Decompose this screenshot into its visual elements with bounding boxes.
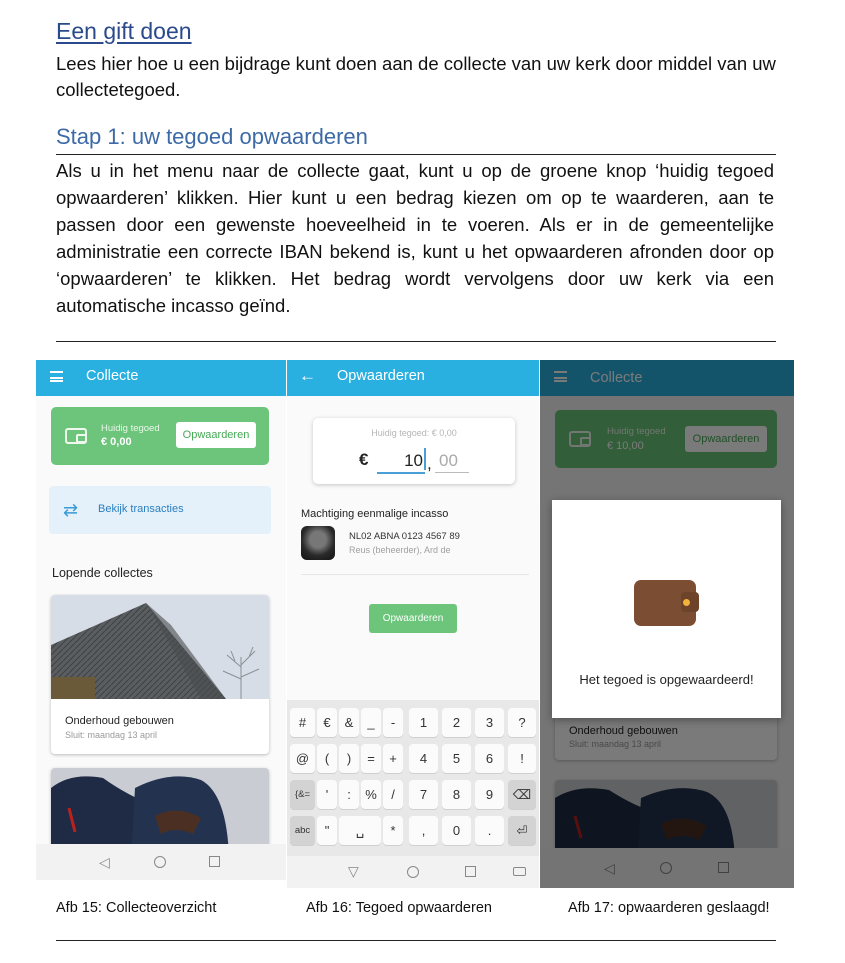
key[interactable]: ! [508, 744, 536, 773]
key[interactable]: @ [290, 744, 315, 773]
transactions-label: Bekijk transacties [98, 503, 184, 515]
key[interactable]: € [317, 708, 337, 737]
key[interactable]: 7 [409, 780, 438, 809]
wallet-icon [634, 580, 696, 626]
key[interactable]: _ [361, 708, 381, 737]
caption-fig17: Afb 17: opwaarderen geslaagd! [568, 900, 770, 916]
key[interactable]: 3 [475, 708, 504, 737]
screenshot-topup [287, 360, 539, 888]
section-rule-top [56, 341, 776, 342]
menu-icon[interactable] [50, 371, 63, 382]
back-triangle-icon[interactable]: ◁ [99, 854, 110, 870]
key[interactable]: 6 [475, 744, 504, 773]
key[interactable]: 1 [409, 708, 438, 737]
key[interactable]: : [339, 780, 359, 809]
section-title: Lopende collectes [52, 566, 153, 580]
heading-rule [56, 154, 776, 155]
success-message: Het tegoed is opgewaardeerd! [579, 672, 754, 687]
key[interactable]: 9 [475, 780, 504, 809]
key[interactable]: = [361, 744, 381, 773]
key[interactable]: % [361, 780, 381, 809]
key[interactable]: # [290, 708, 315, 737]
hide-keyboard-icon[interactable]: ◁ [343, 867, 360, 878]
key[interactable]: ' [317, 780, 337, 809]
abc-key[interactable]: abc [290, 816, 315, 845]
step-heading: Stap 1: uw tegoed opwaarderen [56, 124, 368, 149]
app-bar [287, 360, 539, 396]
space-key-icon[interactable]: ␣ [339, 816, 381, 845]
home-circle-icon[interactable] [407, 866, 419, 878]
decimal-separator: , [427, 454, 432, 473]
mandate-title: Machtiging eenmalige incasso [301, 508, 449, 520]
church-roof-image [51, 595, 269, 699]
section-rule-bottom [56, 940, 776, 941]
key[interactable]: ) [339, 744, 359, 773]
app-title: Opwaarderen [337, 368, 425, 384]
recents-square-icon[interactable] [209, 856, 220, 867]
submit-topup-button[interactable]: Opwaarderen [369, 604, 457, 633]
step-body-paragraph: Als u in het menu naar de collecte gaat, kunt u op de groene knop ‘huidig tegoed opwaarderen’ klikken. Hier kunt u een bedrag kiezen om op te waarderen, aan te passen door een gewenste hoeveelheid in te voeren. Als er in de gemeentelijke administratie een correcte IBAN bekend is, kunt u het opwaarderen afronden door op ‘opwaarderen’ te klikken. Het bedrag wordt vervolgens door uw kerk via een automatische incasso geïnd. [56, 160, 774, 316]
avatar [301, 526, 335, 560]
divider [301, 574, 529, 575]
key[interactable]: + [383, 744, 403, 773]
android-nav-bar [36, 844, 286, 880]
swap-arrows-icon: ⇄ [63, 500, 79, 520]
key[interactable]: ? [508, 708, 536, 737]
iban-value: NL02 ABNA 0123 4567 89 [349, 531, 460, 542]
key[interactable]: 8 [442, 780, 471, 809]
balance-value: € 0,00 [101, 436, 132, 448]
android-nav-bar [287, 856, 539, 888]
key[interactable]: , [409, 816, 438, 845]
intro-paragraph: Lees hier hoe u een bijdrage kunt doen aan de collecte van uw kerk door middel van uw collectetegoed. [56, 53, 776, 100]
caption-fig15: Afb 15: Collecteoverzicht [56, 900, 217, 916]
key[interactable]: ( [317, 744, 337, 773]
balance-label: Huidig tegoed [101, 423, 160, 434]
balance-label: Huidig tegoed: € 0,00 [371, 428, 457, 438]
caption-fig16: Afb 16: Tegoed opwaarderen [306, 900, 492, 916]
key[interactable]: 2 [442, 708, 471, 737]
key[interactable]: . [475, 816, 504, 845]
app-bar [36, 360, 286, 396]
screenshot-collecte-overview [36, 360, 286, 880]
collection-card[interactable] [51, 595, 269, 754]
key[interactable]: - [383, 708, 403, 737]
amount-decimal-input[interactable]: 00 [435, 451, 469, 473]
account-owner: Reus (beheerder), Ard de [349, 545, 451, 555]
key[interactable]: & [339, 708, 359, 737]
key[interactable]: " [317, 816, 337, 845]
document-title: Een gift doen [56, 18, 192, 44]
key[interactable]: 0 [442, 816, 471, 845]
collection-name: Onderhoud gebouwen [65, 715, 174, 727]
recents-square-icon[interactable] [465, 866, 476, 877]
wallet-icon [65, 428, 87, 444]
enter-key-icon[interactable]: ⏎ [508, 816, 536, 845]
key[interactable]: * [383, 816, 403, 845]
app-title: Collecte [86, 368, 139, 384]
currency-symbol: € [359, 450, 369, 469]
onscreen-keyboard [287, 700, 539, 888]
back-arrow-icon[interactable]: ← [299, 366, 316, 385]
amount-integer-input[interactable]: 10 [377, 451, 425, 474]
key[interactable]: 4 [409, 744, 438, 773]
text-caret [424, 448, 426, 470]
key[interactable]: / [383, 780, 403, 809]
key[interactable]: 5 [442, 744, 471, 773]
collection-deadline: Sluit: maandag 13 april [65, 730, 158, 740]
success-dialog [552, 500, 781, 718]
balance-card [51, 407, 269, 465]
topup-button[interactable]: Opwaarderen [176, 422, 256, 448]
transactions-button[interactable] [49, 486, 271, 534]
screenshot-topup-success [540, 360, 794, 888]
home-circle-icon[interactable] [154, 856, 166, 868]
backspace-key-icon[interactable]: ⌫ [508, 780, 536, 809]
keyboard-icon[interactable] [513, 867, 526, 876]
symbols-key[interactable]: {&= [290, 780, 315, 809]
amount-card [313, 418, 515, 484]
